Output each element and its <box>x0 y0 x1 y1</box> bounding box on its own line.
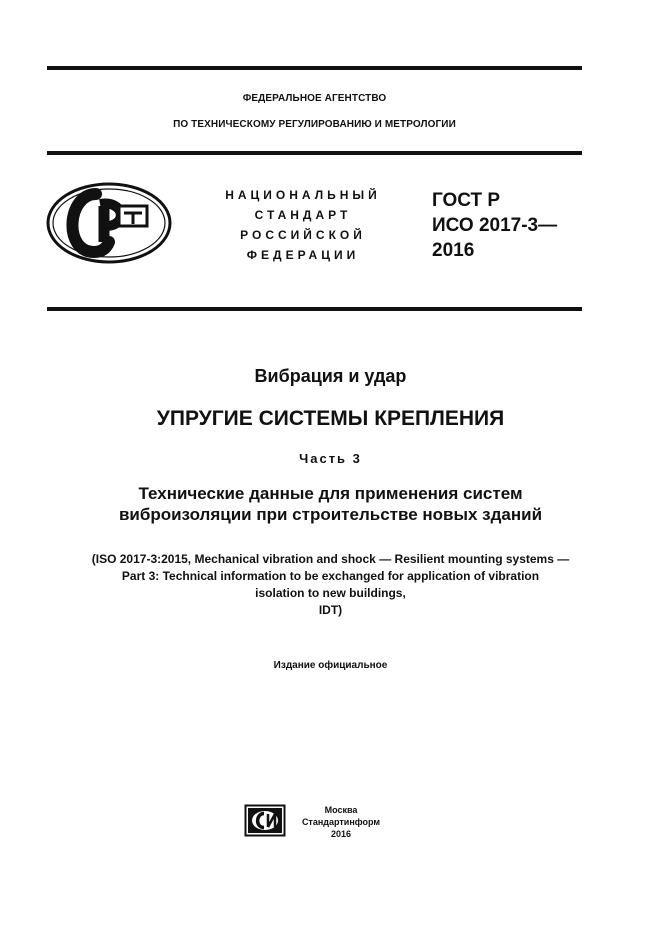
standartinform-logo-icon <box>244 804 286 837</box>
iso-reference-line: Part 3: Technical information to be exchanged for application of vibration <box>121 569 540 583</box>
national-standard-label <box>203 185 403 265</box>
publisher-year: 2016 <box>330 829 352 839</box>
designation-line: ГОСТ Р <box>432 190 501 211</box>
document-part-label: Часть 3 <box>299 451 362 466</box>
publisher-info <box>296 804 386 840</box>
standard-block-rule <box>47 307 582 311</box>
document-topic: Вибрация и удар <box>254 366 407 386</box>
subtitle-line: Технические данные для применения систем <box>138 484 523 503</box>
agency-name-line2: ПО ТЕХНИЧЕСКОМУ РЕГУЛИРОВАНИЮ И МЕТРОЛОГИИ <box>173 119 456 130</box>
national-line: РОССИЙСКОЙ <box>240 228 366 242</box>
gost-r-certification-icon <box>44 180 174 266</box>
subtitle-line: виброизоляции при строительстве новых зданий <box>118 505 543 524</box>
publisher-city: Москва <box>324 805 358 815</box>
iso-reference-line: (ISO 2017-3:2015, Mechanical vibration and shock — Resilient mounting systems — <box>91 552 570 566</box>
national-line: НАЦИОНАЛЬНЫЙ <box>225 188 381 202</box>
edition-label: Издание официальное <box>273 660 388 671</box>
designation-line: ИСО 2017-3— <box>432 215 558 236</box>
document-subtitle <box>0 483 661 525</box>
document-main-title: УПРУГИЕ СИСТЕМЫ КРЕПЛЕНИЯ <box>156 407 505 430</box>
national-line: ФЕДЕРАЦИИ <box>246 248 360 262</box>
top-rule <box>47 66 582 70</box>
publisher-name: Стандартинформ <box>301 817 381 827</box>
national-line: СТАНДАРТ <box>254 208 352 222</box>
iso-reference <box>0 551 661 619</box>
agency-name-line1: ФЕДЕРАЛЬНОЕ АГЕНТСТВО <box>242 93 387 104</box>
header-rule <box>47 151 582 155</box>
iso-reference-line: IDT) <box>318 603 343 617</box>
iso-reference-line: isolation to new buildings, <box>255 586 406 600</box>
designation-line: 2016 <box>432 240 475 261</box>
standard-designation <box>432 188 557 263</box>
